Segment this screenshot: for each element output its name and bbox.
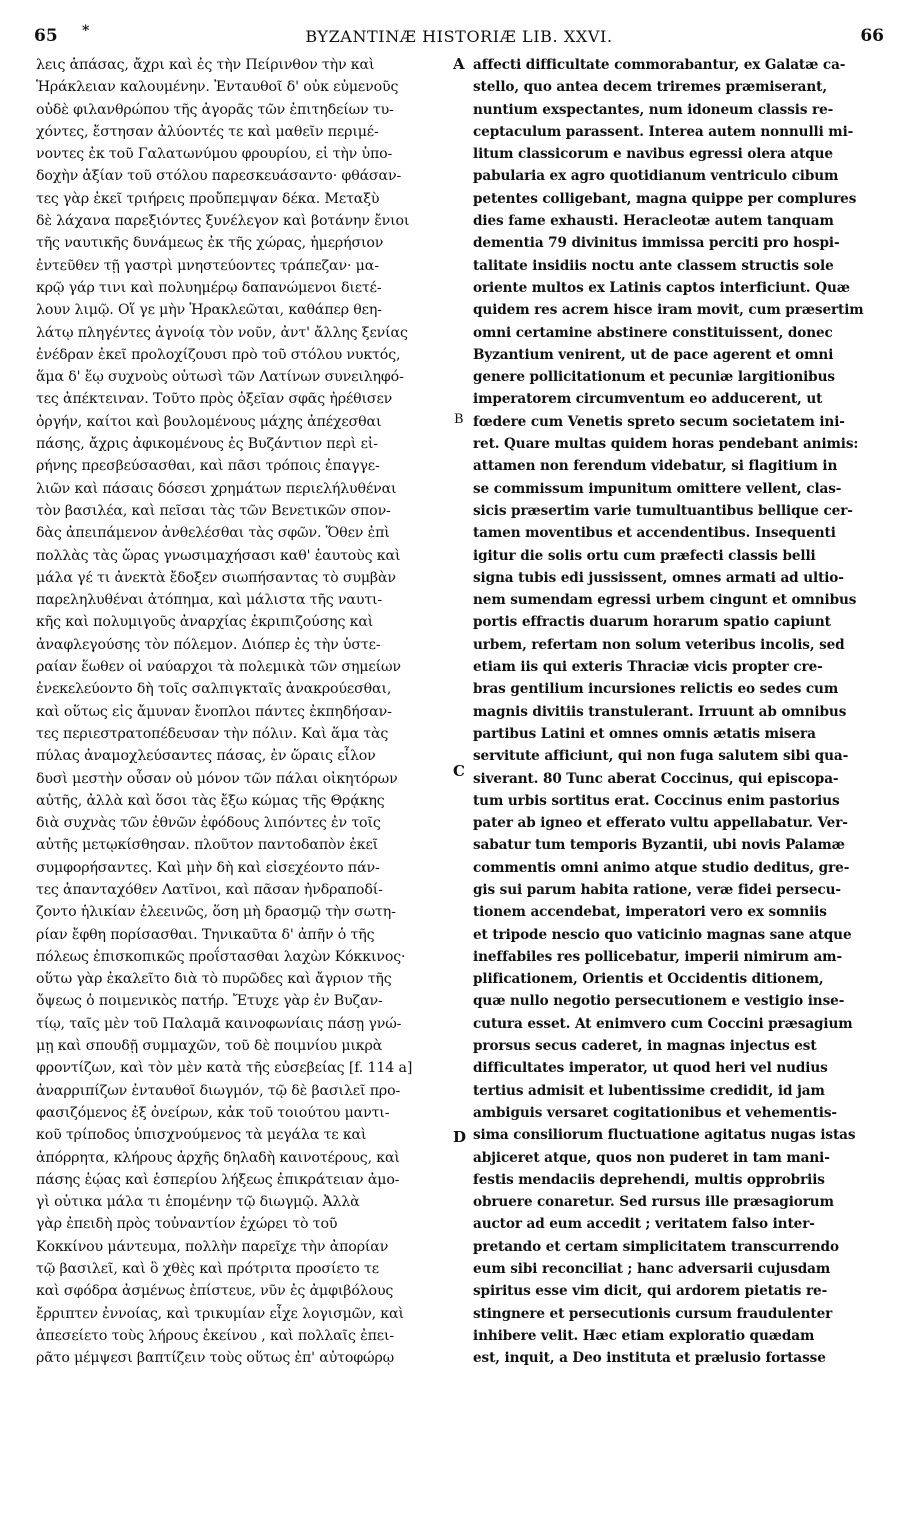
greek-text-line: χόντες, ἔστησαν ἀλύοντές τε καὶ μαθεῖν περιμέ- <box>36 123 379 140</box>
latin-text-line: dies fame exhausti. Heracleotæ autem tanquam <box>473 213 834 230</box>
greek-text-line: ἐντεῦθεν τῇ γαστρὶ μνηστεύοντες τράπεζαν· μα- <box>36 257 379 274</box>
greek-text-line: τες γὰρ ἐκεῖ τριήρεις προὔπεμψαν δέκα. Μεταξὺ <box>36 190 380 207</box>
latin-text-line: eum sibi reconciliat ; hanc adversarii cujusdam <box>473 1261 831 1278</box>
latin-text-line: talitate insidiis noctu ante classem structis sole <box>473 257 834 274</box>
latin-text-line: stello, quo antea decem triremes præmiserant, <box>473 79 827 96</box>
latin-text-line: obruere conaretur. Sed rursus ille præsagiorum <box>473 1194 834 1211</box>
greek-text-line: ραίαν ἕωθεν οἱ ναύαρχοι τὰ πολεμικὰ τῶν σημείων <box>36 659 401 676</box>
greek-text-line: διὰ συχνὰς τῶν ἐθνῶν ἐφόδους λιπόντες ἐν τοῖς <box>36 815 381 832</box>
margin-marker-c: C <box>453 762 465 780</box>
latin-text-line: prorsus secus caderet, in magnas injectus est <box>473 1038 817 1055</box>
greek-text-line: ὄψεως ὁ ποιμενικὸς πατήρ. Ἔτυχε γὰρ ἐν Βυζαν- <box>36 993 383 1010</box>
latin-text-line: dementia 79 divinitus immissa perciti pro hospi- <box>473 235 840 252</box>
latin-text-line: igitur die solis ortu cum præfecti classis belli <box>473 547 816 564</box>
greek-text-line: λουν λιμῷ. Οἵ γε μὴν Ἡρακλεῶται, καθάπερ θεη- <box>36 302 382 319</box>
latin-text-line: fœdere cum Venetis spreto secum societatem ini- <box>473 413 845 430</box>
greek-text-line: αὐτῆς, ἀλλὰ καὶ ὅσοι τὰς ἔξω κώμας τῆς Θρᾴκης <box>36 792 385 809</box>
greek-text-line: πάσης ἑῴας καὶ ἑσπερίου λήξεως ἐπικράτειαν ἀμο- <box>36 1171 400 1188</box>
greek-text-line: τες ἀπέκτειναν. Τοῦτο πρὸς ὀξεῖαν σφᾶς ἠρέθισεν <box>36 391 393 408</box>
greek-text-line: οὕτω γὰρ ἐκαλεῖτο διὰ τὸ πυρῶδες καὶ ἄγριον τῆς <box>36 971 392 988</box>
greek-text-line: κῆς καὶ πολυμιγοῦς ἀναρχίας ἐκριπιζούσης καὶ <box>36 614 374 631</box>
latin-text-line: siverant. 80 Tunc aberat Coccinus, qui episcopa- <box>473 770 839 787</box>
latin-text-line: signa tubis edi jussissent, omnes armati ad ultio- <box>473 569 844 586</box>
greek-text-line: μάλα γέ τι ἀνεκτὰ ἔδοξεν σιωπήσαντας τὸ συμβὰν <box>36 569 396 586</box>
greek-text-line: παρεληλυθέναι ἀτόπημα, καὶ μάλιστα τῆς ναυτι- <box>36 592 383 609</box>
latin-text-line: quæ nullo negotio persecutionem e vestigio inse- <box>473 993 845 1010</box>
latin-text-line: oriente multos ex Latinis captos interficiunt. Quæ <box>473 279 850 296</box>
greek-text-line: δὲ λάχανα παρεξιόντες ξυνέλεγον καὶ βοτάνην ἔνιοι <box>36 213 410 230</box>
latin-text-line: tamen moventibus et accendentibus. Insequenti <box>473 525 836 542</box>
greek-text-line: τίῳ, ταῖς μὲν τοῦ Παλαμᾶ καινοφωνίαις πάσῃ γνώ- <box>36 1015 402 1032</box>
greek-text-line: πολλὰς τὰς ὥρας γνωσιμαχήσασι καθ' ἑαυτοὺς καὶ <box>36 547 401 564</box>
latin-text-line: nem sumendam egressi urbem cingunt et omnibus <box>473 592 857 609</box>
greek-text-line: λεις ἁπάσας, ἄχρι καὶ ἐς τὴν Πείρινθον τὴν καὶ <box>36 57 375 73</box>
greek-text-line: ἐνεκελεύοντο δὴ τοῖς σαλπιγκταῖς ἀνακρούεσθαι, <box>36 681 392 698</box>
latin-text-line: etiam iis qui exteris Thraciæ vicis propter cre- <box>473 659 823 676</box>
page-mark: * <box>82 23 90 39</box>
latin-text-line: urbem, refertam non solum veteribus incolis, sed <box>473 636 845 653</box>
greek-text-line: λάτῳ πληγέντες ἀγνοίᾳ τὸν νοῦν, ἀντ' ἄλλης ξενίας <box>36 324 408 341</box>
latin-text-line: pretando et certam simplicitatem transcurrendo <box>473 1238 839 1255</box>
latin-text-line: affecti difficultate commorabantur, ex Galatæ ca- <box>473 57 846 73</box>
latin-text-line: omni certamine abstinere constituissent, donec <box>473 324 833 341</box>
greek-text-line: κρῷ γάρ τινι καὶ πολυημέρῳ δαπανώμενοι διετέ- <box>36 279 382 296</box>
greek-text-line: αὐτῆς μετῳκίσθησαν. πλοῦτον παντοδαπὸν ἐκεῖ <box>36 837 379 854</box>
latin-text-line: inhibere velit. Hæc etiam exploratio quædam <box>473 1327 815 1344</box>
latin-text-line: pabularia ex agro quotidianum ventriculo cibum <box>473 168 839 185</box>
latin-text-line: commentis omni animo atque studio deditus, gre- <box>473 859 850 876</box>
greek-text-line: τῷ βασιλεῖ, καὶ ὃ χθὲς καὶ πρότριτα προσίετο τε <box>36 1261 379 1278</box>
latin-text-line: litum classicorum e navibus egressi olera atque <box>473 146 833 163</box>
greek-text-line: δοχὴν ἀξίαν τοῦ στόλου παρεσκευάσαντο· φθάσαν- <box>36 168 402 185</box>
latin-text-line: servitute afficiunt, qui non fuga salutem sibi qua- <box>473 748 849 765</box>
latin-text-line: sabatur tum temporis Byzantii, ubi novis Palamæ <box>473 837 845 854</box>
latin-text-line: tionem accendebat, imperatori vero ex somniis <box>473 904 827 921</box>
greek-text-line: δυσὶ μεστὴν οὖσαν οὐ μόνον τῶν πάλαι οἰκητόρων <box>36 770 398 787</box>
latin-text-line: gis sui parum habita ratione, veræ fidei persecu- <box>473 881 841 898</box>
latin-text-line: sicis præsertim varie tumultuantibus bellique cer- <box>473 502 853 519</box>
latin-text-line: auctor ad eum accedit ; veritatem falso inter- <box>473 1216 815 1233</box>
latin-text-line: et tripode nescio quo vaticinio magnas sane atque <box>473 926 852 943</box>
greek-text-line: συμφορήσαντες. Καὶ μὴν δὴ καὶ εἰσεχέοντο πάν- <box>36 859 380 876</box>
page-number-right: 66 <box>860 26 884 46</box>
running-header <box>34 23 884 52</box>
greek-text-line: κοῦ τρίποδος ὑπισχνούμενος τὰ μεγάλα τε καὶ <box>36 1127 367 1144</box>
greek-text-line: ρᾶτο μέμψεσι βαπτίζειν τοὺς οὕτως ἐπ' αὐτοφώρῳ <box>36 1350 395 1367</box>
latin-text-line: genere pollicitationum et pecuniæ largitionibus <box>473 369 835 386</box>
latin-text-line: partibus Latini et omnes omnis ætatis misera <box>473 725 816 742</box>
latin-text-line: ambiguis versaret cogitationibus et vehementis- <box>473 1104 837 1121</box>
greek-text-line: ρίαν ἔφθη πορίσασθαι. Τηνικαῦτα δ' ἀπῆν ὁ τῆς <box>36 926 375 943</box>
latin-text-line: ceptaculum parassent. Interea autem nonnulli mi- <box>473 123 854 140</box>
latin-text-line: imperatorem circumventum eo adducerent, ut <box>473 391 823 408</box>
latin-text-line: abjiceret atque, quos non puderet in tam mani- <box>473 1149 830 1166</box>
latin-text-line: sima consiliorum fluctuatione agitatus nugas istas <box>473 1127 856 1144</box>
page-number-left: 65 <box>34 26 58 46</box>
latin-text-line: est, inquit, a Deo instituta et prælusio fortasse <box>473 1350 826 1367</box>
greek-text-line: ἅμα δ' ἕῳ συχνοὺς οὑτωσὶ τῶν Λατίνων συνειληφό- <box>36 369 404 386</box>
latin-text-line: petentes colligebant, magna quippe per complures <box>473 190 857 207</box>
greek-text-line: πόλεως ἐπισκοπικῶς προΐστασθαι λαχὼν Κόκκινος· <box>36 948 406 965</box>
latin-text-line: attamen non ferendum videbatur, si flagitium in <box>473 458 838 475</box>
latin-text-line: pater ab igneo et efferato vultu appellabatur. Ver- <box>473 815 848 832</box>
latin-text-line: spiritus esse vim dicit, qui ardorem pietatis re- <box>473 1283 828 1300</box>
greek-text-line: ἐνέδραν ἐκεῖ προλοχίζουσι πρὸ τοῦ στόλου νυκτός, <box>36 346 401 363</box>
greek-text-line: γὶ οὑτικα μάλα τι ἑπομένην τῷ διωγμῷ. Ἀλλὰ <box>36 1194 360 1211</box>
latin-text-line: Byzantium venirent, ut de pace agerent et omni <box>473 346 834 363</box>
greek-text-line: γὰρ ἐπειδὴ πρὸς τοὐναντίον ἐχώρει τὸ τοῦ <box>36 1216 338 1233</box>
latin-text-line: tum urbis sortitus erat. Coccinus enim pastorius <box>473 792 840 809</box>
greek-text-line: νοντες ἐκ τοῦ Γαλατωνύμου φρουρίου, εἰ τὴν ὑπο- <box>36 146 393 163</box>
latin-text-line: stingnere et persecutionis cursum fraudulenter <box>473 1305 833 1322</box>
latin-text-column <box>473 54 885 1370</box>
greek-text-line: ζοντο ἡλικίαν ἐλεεινῶς, ὅση μὴ δρασμῷ τὴν σωτη- <box>36 904 396 921</box>
margin-marker-d: D <box>453 1128 467 1146</box>
margin-marker-b: B <box>454 412 464 427</box>
latin-text-line: bras gentilium incursiones relictis eo sedes cum <box>473 681 839 698</box>
latin-text-line: plificationem, Orientis et Occidentis ditionem, <box>473 971 824 988</box>
latin-text-line: festis mendaciis deprehendi, multis opprobriis <box>473 1171 825 1188</box>
latin-text-line: magnis divitiis transtulerant. Irruunt ab omnibus <box>473 703 847 720</box>
running-title: BYZANTINÆ HISTORIÆ LIB. XXVI. <box>305 27 613 46</box>
latin-text-line: ineffabiles res pollicebatur, imperii nimirum am- <box>473 948 842 965</box>
greek-text-line: πάσης, ἄχρις ἀφικομένους ἐς Βυζάντιον περὶ εἰ- <box>36 436 378 453</box>
greek-text-line: πύλας ἀναμοχλεύσαντες πάσας, ἐν ὥραις εἷλον <box>36 748 376 765</box>
greek-text-line: τῆς ναυτικῆς δυνάμεως ἐκ τῆς χώρας, ἡμερήσιον <box>36 235 384 252</box>
latin-text-line: difficultates imperator, ut quod heri vel nudius <box>473 1060 828 1077</box>
greek-text-line: Ἡράκλειαν καλουμένην. Ἐνταυθοῖ δ' οὐκ εὐμενοῦς <box>36 79 399 96</box>
greek-text-line: τες περιεστρατοπέδευσαν τὴν πόλιν. Καὶ ἅμα τὰς <box>36 725 389 742</box>
greek-text-line: ἔρριπτεν ἐννοίας, καὶ τρικυμίαν εἶχε λογισμῶν, καὶ <box>36 1305 404 1322</box>
latin-text-line: portis effractis duarum horarum spatio capiunt <box>473 614 831 631</box>
greek-text-line: Κοκκίνου μάντευμα, πολλὴν παρεῖχε τὴν ἀπορίαν <box>36 1238 389 1255</box>
greek-text-line: λιῶν καὶ πάσαις δόσεσι χρημάτων περιελήλυθέναι <box>36 480 397 497</box>
greek-text-line: φροντίζων, καὶ τὸν μὲν κατὰ τῆς εὐσεβείας [f. 114 a] <box>36 1060 413 1077</box>
greek-text-line: οὐδὲ φιλανθρώπου τῆς ἀγορᾶς τῶν ἐπιτηδείων τυ- <box>36 101 394 118</box>
greek-text-line: ὀργήν, καίτοι καὶ βουλομένους μάχης ἀπέχεσθαι <box>36 413 382 430</box>
latin-text-line: ret. Quare multas quidem horas pendebant animis: <box>473 436 859 453</box>
latin-text-line: se commissum impunitum omittere vellent, clas- <box>473 480 842 497</box>
greek-text-line: τὸν βασιλέα, καὶ πεῖσαι τὰς τῶν Βενετικῶν σπον- <box>36 502 391 519</box>
latin-text-line: tertius admisit et lubentissime credidit, id jam <box>473 1082 825 1099</box>
greek-text-line: καὶ οὕτως εἰς ἄμυναν ἔνοπλοι πάντες ἐκπηδήσαν- <box>36 703 392 720</box>
greek-text-line: καὶ σφόδρα ἀσμένως ἐπίστευε, νῦν ἐς ἀμφιβόλους <box>36 1283 394 1300</box>
greek-text-line: φασιζόμενος ἐξ ὀνείρων, κἀκ τοῦ τοιούτου μαντι- <box>36 1104 390 1121</box>
margin-marker-a: A <box>453 55 465 73</box>
greek-text-line: ἀναρριπίζων ἐνταυθοῖ διωγμόν, τῷ δὲ βασιλεῖ προ- <box>36 1082 401 1099</box>
greek-text-line: τες ἁπανταχόθεν Λατῖνοι, καὶ πᾶσαν ἠνδραποδί- <box>36 881 383 898</box>
greek-text-column <box>36 54 444 1370</box>
latin-text-line: cutura esset. At enimvero cum Coccini præsagium <box>473 1015 853 1032</box>
latin-text-line: quidem res acrem hisce iram movit, cum præsertim <box>473 302 864 319</box>
greek-text-line: ἀναφλεγούσης τὸν πόλεμον. Διόπερ ἐς τὴν ὑστε- <box>36 636 381 653</box>
greek-text-line: ἀπεσείετο τοὺς λήρους ἐκείνου , καὶ πολλαῖς ἐπει- <box>36 1327 395 1344</box>
greek-text-line: ρήνης πρεσβεύσασθαι, καὶ πᾶσι τρόποις ἐπαγγε- <box>36 458 380 475</box>
greek-text-line: μῃ καὶ σπουδῇ συμμαχῶν, τοῦ δὲ ποιμνίου μικρὰ <box>36 1038 383 1055</box>
latin-text-line: nuntium exspectantes, num idoneum classis re- <box>473 101 834 118</box>
greek-text-line: ἀπόρρητα, κλήρους ἀρχῆς δηλαδὴ καινοτέρους, καὶ <box>36 1149 400 1166</box>
greek-text-line: δὰς ἀπειπάμενον ἀνθελέσθαι τὰς σφῶν. Ὅθεν ἐπὶ <box>36 525 390 542</box>
